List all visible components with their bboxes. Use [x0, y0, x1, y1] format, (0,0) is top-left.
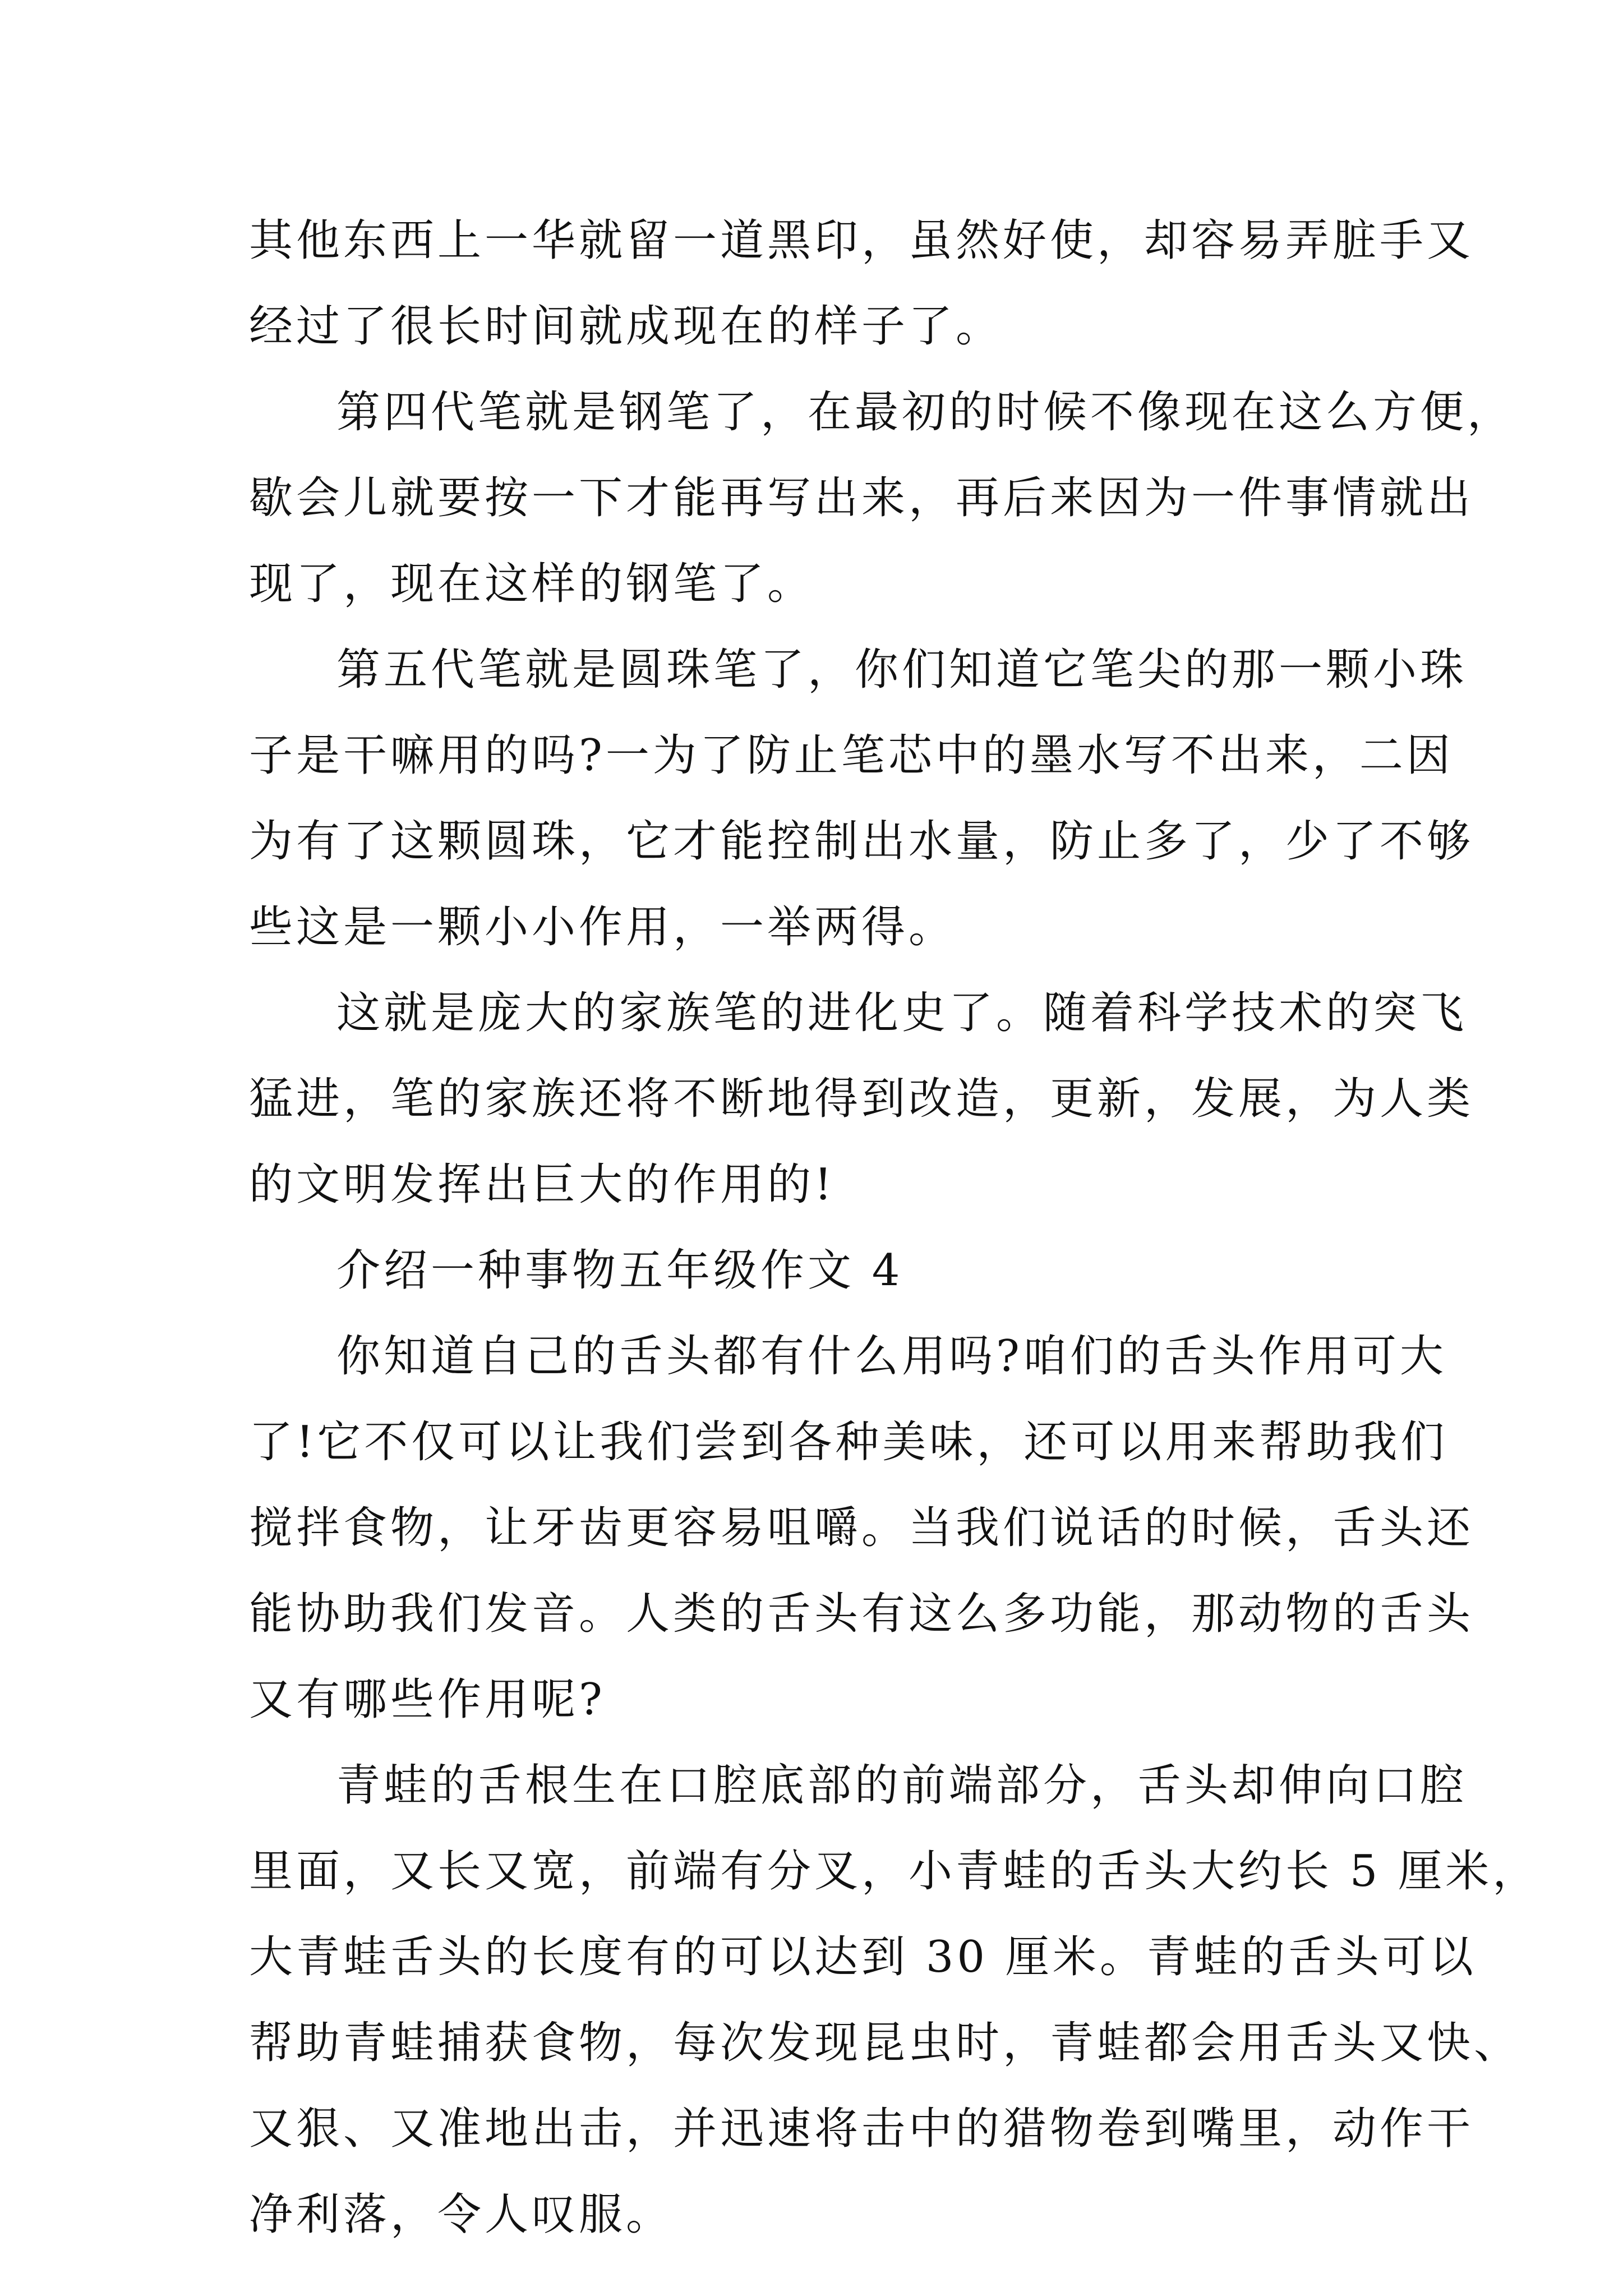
text-line: 第五代笔就是圆珠笔了，你们知道它笔尖的那一颗小珠: [336, 645, 1468, 695]
text-line: 能协助我们发音。人类的舌头有这么多功能，那动物的舌头: [249, 1589, 1474, 1639]
text-line: 为有了这颗圆珠，它才能控制出水量，防止多了，少了不够: [249, 816, 1474, 867]
text-line: 净利落，令人叹服。: [249, 2189, 674, 2240]
text-line: 介绍一种事物五年级作文 4: [336, 1245, 903, 1296]
text-line: 搅拌食物，让牙齿更容易咀嚼。当我们说话的时候，舌头还: [249, 1503, 1474, 1553]
text-line: 又有哪些作用呢?: [249, 1674, 606, 1725]
text-line: 现了，现在这样的钢笔了。: [249, 559, 815, 609]
text-line: 经过了很长时间就成现在的样子了。: [249, 301, 1003, 352]
text-line: 歇会儿就要按一下才能再写出来，再后来因为一件事情就出: [249, 473, 1474, 523]
text-line: 帮助青蛙捕获食物，每次发现昆虫时，青蛙都会用舌头又快、: [249, 2018, 1521, 2068]
text-line: 猛进，笔的家族还将不断地得到改造，更新，发展，为人类: [249, 1074, 1474, 1124]
text-line: 了!它不仅可以让我们尝到各种美味，还可以用来帮助我们: [249, 1417, 1448, 1467]
text-line: 子是干嘛用的吗?一为了防止笔芯中的墨水写不出来，二因: [249, 730, 1454, 781]
text-line: 青蛙的舌根生在口腔底部的前端部分，舌头却伸向口腔: [336, 1760, 1468, 1811]
text-line: 其他东西上一华就留一道黑印，虽然好使，却容易弄脏手又: [249, 215, 1474, 266]
text-line: 第四代笔就是钢笔了，在最初的时候不像现在这么方便，: [336, 387, 1515, 438]
text-line: 又狠、又准地出击，并迅速将击中的猎物卷到嘴里，动作干: [249, 2104, 1474, 2154]
text-line: 里面，又长又宽，前端有分叉，小青蛙的舌头大约长 5 厘米，: [249, 1846, 1540, 1897]
document-body: [249, 198, 1540, 2258]
text-line: 大青蛙舌头的长度有的可以达到 30 厘米。青蛙的舌头可以: [249, 1932, 1477, 1982]
text-line: 些这是一颗小小作用，一举两得。: [249, 902, 956, 953]
text-line: 你知道自己的舌头都有什么用吗?咱们的舌头作用可大: [336, 1331, 1447, 1382]
text-line: 这就是庞大的家族笔的进化史了。随着科学技术的突飞: [336, 988, 1468, 1038]
text-line: 的文明发挥出巨大的作用的!: [249, 1159, 836, 1210]
